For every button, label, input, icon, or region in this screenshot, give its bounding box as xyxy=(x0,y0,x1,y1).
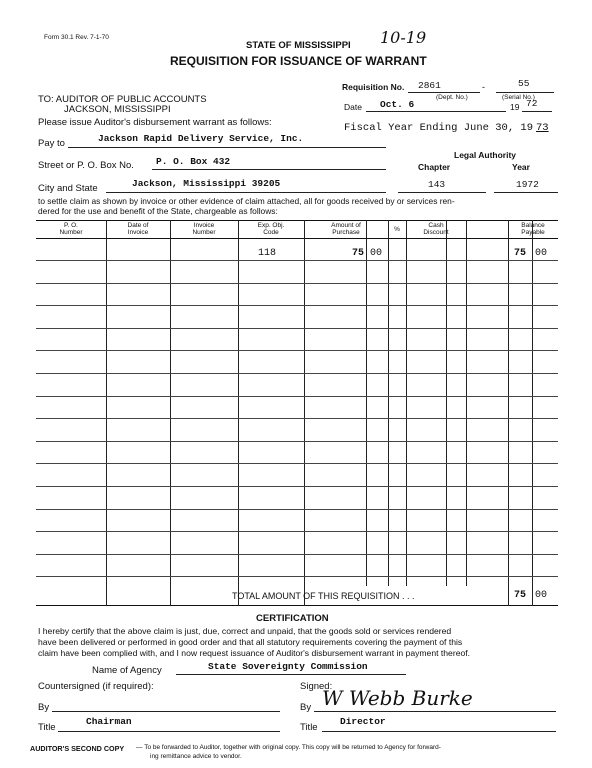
footer-line1: — To be forwarded to Auditor, together with original copy. This copy will be returned to Agency for forward- xyxy=(136,744,441,751)
col-percent: % xyxy=(394,226,400,233)
date-year-suffix: 72 xyxy=(526,98,538,109)
fiscal-year: Fiscal Year Ending June 30, 19 xyxy=(344,122,534,134)
table-row xyxy=(36,283,558,284)
col-invoice-number: Invoice Number xyxy=(192,222,216,236)
addressee-line1: TO: AUDITOR OF PUBLIC ACCOUNTS xyxy=(38,94,207,105)
agency-label: Name of Agency xyxy=(92,665,162,676)
date-line xyxy=(366,111,506,112)
total-dollars: 75 xyxy=(514,590,527,601)
table-row xyxy=(36,554,558,555)
serial-no: 55 xyxy=(518,78,530,89)
claim-table xyxy=(36,220,558,606)
dept-caption: (Dept. No.) xyxy=(436,94,468,101)
col-balance: Balance Payable xyxy=(521,222,545,236)
countersigned-label: Countersigned (if required): xyxy=(38,681,154,692)
form-title: REQUISITION FOR ISSUANCE OF WARRANT xyxy=(170,54,427,68)
serial-caption: (Serial No.) xyxy=(502,94,535,101)
table-row-balance-cents: 00 xyxy=(535,248,548,259)
table-row xyxy=(36,305,558,306)
table-row xyxy=(36,531,558,532)
table-row xyxy=(36,463,558,464)
fiscal-year-suffix: 73 xyxy=(536,122,549,134)
col-exp-code: Exp. Obj. Code xyxy=(257,222,285,236)
table-row-balance-dollars: 75 xyxy=(514,248,527,259)
footer-line2: ing remittance advice to vendor. xyxy=(150,753,242,760)
handwritten-note: 10-19 xyxy=(380,28,427,47)
signature: W Webb Burke xyxy=(322,686,473,710)
instruction-text: Please issue Auditor's disbursement warrant as follows: xyxy=(38,117,272,128)
col-amount: Amount of Purchase xyxy=(331,222,361,236)
total-cents: 00 xyxy=(535,590,548,601)
form-number: Form 30.1 Rev. 7-1-70 xyxy=(44,34,109,41)
serial-no-line xyxy=(496,92,554,93)
dept-no: 2861 xyxy=(418,80,441,91)
state-heading: STATE OF MISSISSIPPI xyxy=(246,40,351,51)
city-value: Jackson, Mississippi 39205 xyxy=(132,178,281,189)
addressee-line2: JACKSON, MISSISSIPPI xyxy=(64,104,171,115)
settle-text-line1: to settle claim as shown by invoice or other evidence of claim attached, all for goods received by or services ren- xyxy=(38,196,455,206)
signed-label: Signed: xyxy=(300,681,333,692)
table-row xyxy=(36,509,558,510)
by-right-label: By xyxy=(300,702,312,713)
table-row xyxy=(36,441,558,442)
table-row-amount-cents: 00 xyxy=(370,248,383,259)
table-row xyxy=(36,373,558,374)
title-left-label: Title xyxy=(38,722,56,733)
table-row xyxy=(36,576,558,577)
by-left-label: By xyxy=(38,702,50,713)
dept-no-line xyxy=(408,92,480,93)
pay-to-label: Pay to xyxy=(38,138,65,149)
col-date-invoice: Date of Invoice xyxy=(127,222,149,236)
table-row xyxy=(36,418,558,419)
title-left-value: Chairman xyxy=(86,716,132,727)
certification-line3: claim have been complied with, and I now request issuance of Auditor's disbursement warrant in payment thereof. xyxy=(38,648,471,658)
certification-line1: I hereby certify that the above claim is just, due, correct and unpaid, that the goods sold or services rendered xyxy=(38,626,452,636)
pay-to-value: Jackson Rapid Delivery Service, Inc. xyxy=(98,133,304,144)
total-label: TOTAL AMOUNT OF THIS REQUISITION . . . xyxy=(232,591,415,601)
date-label: Date xyxy=(344,102,362,112)
legal-authority-label: Legal Authority xyxy=(454,150,517,160)
certification-title: CERTIFICATION xyxy=(256,613,329,624)
street-label: Street or P. O. Box No. xyxy=(38,160,134,171)
date-year-prefix: 19 xyxy=(510,102,520,112)
street-value: P. O. Box 432 xyxy=(156,156,231,167)
col-po-number: P. O. Number xyxy=(59,222,83,236)
title-right-label: Title xyxy=(300,722,318,733)
table-row xyxy=(36,260,558,261)
chapter-value: 143 xyxy=(428,179,446,190)
date-value: Oct. 6 xyxy=(380,99,415,110)
table-row xyxy=(36,486,558,487)
table-row xyxy=(36,328,558,329)
chapter-label: Chapter xyxy=(418,162,451,172)
table-row xyxy=(36,396,558,397)
table-row xyxy=(36,350,558,351)
table-row-amount-dollars: 75 xyxy=(352,248,365,259)
certification-line2: have been delivered or performed in good order and that all statutory requirements covering the payment of this xyxy=(38,637,463,647)
year-value: 1972 xyxy=(516,179,539,190)
table-row-code: 118 xyxy=(258,248,277,259)
city-label: City and State xyxy=(38,183,98,194)
copy-label: AUDITOR'S SECOND COPY xyxy=(30,744,125,753)
agency-value: State Sovereignty Commission xyxy=(208,661,368,672)
year-label: Year xyxy=(512,162,530,172)
settle-text-line2: dered for the use and benefit of the State, chargeable as follows: xyxy=(38,206,278,216)
title-right-value: Director xyxy=(340,716,386,727)
col-cash-discount: Cash Discount xyxy=(423,222,449,236)
requisition-label: Requisition No. xyxy=(342,82,405,92)
